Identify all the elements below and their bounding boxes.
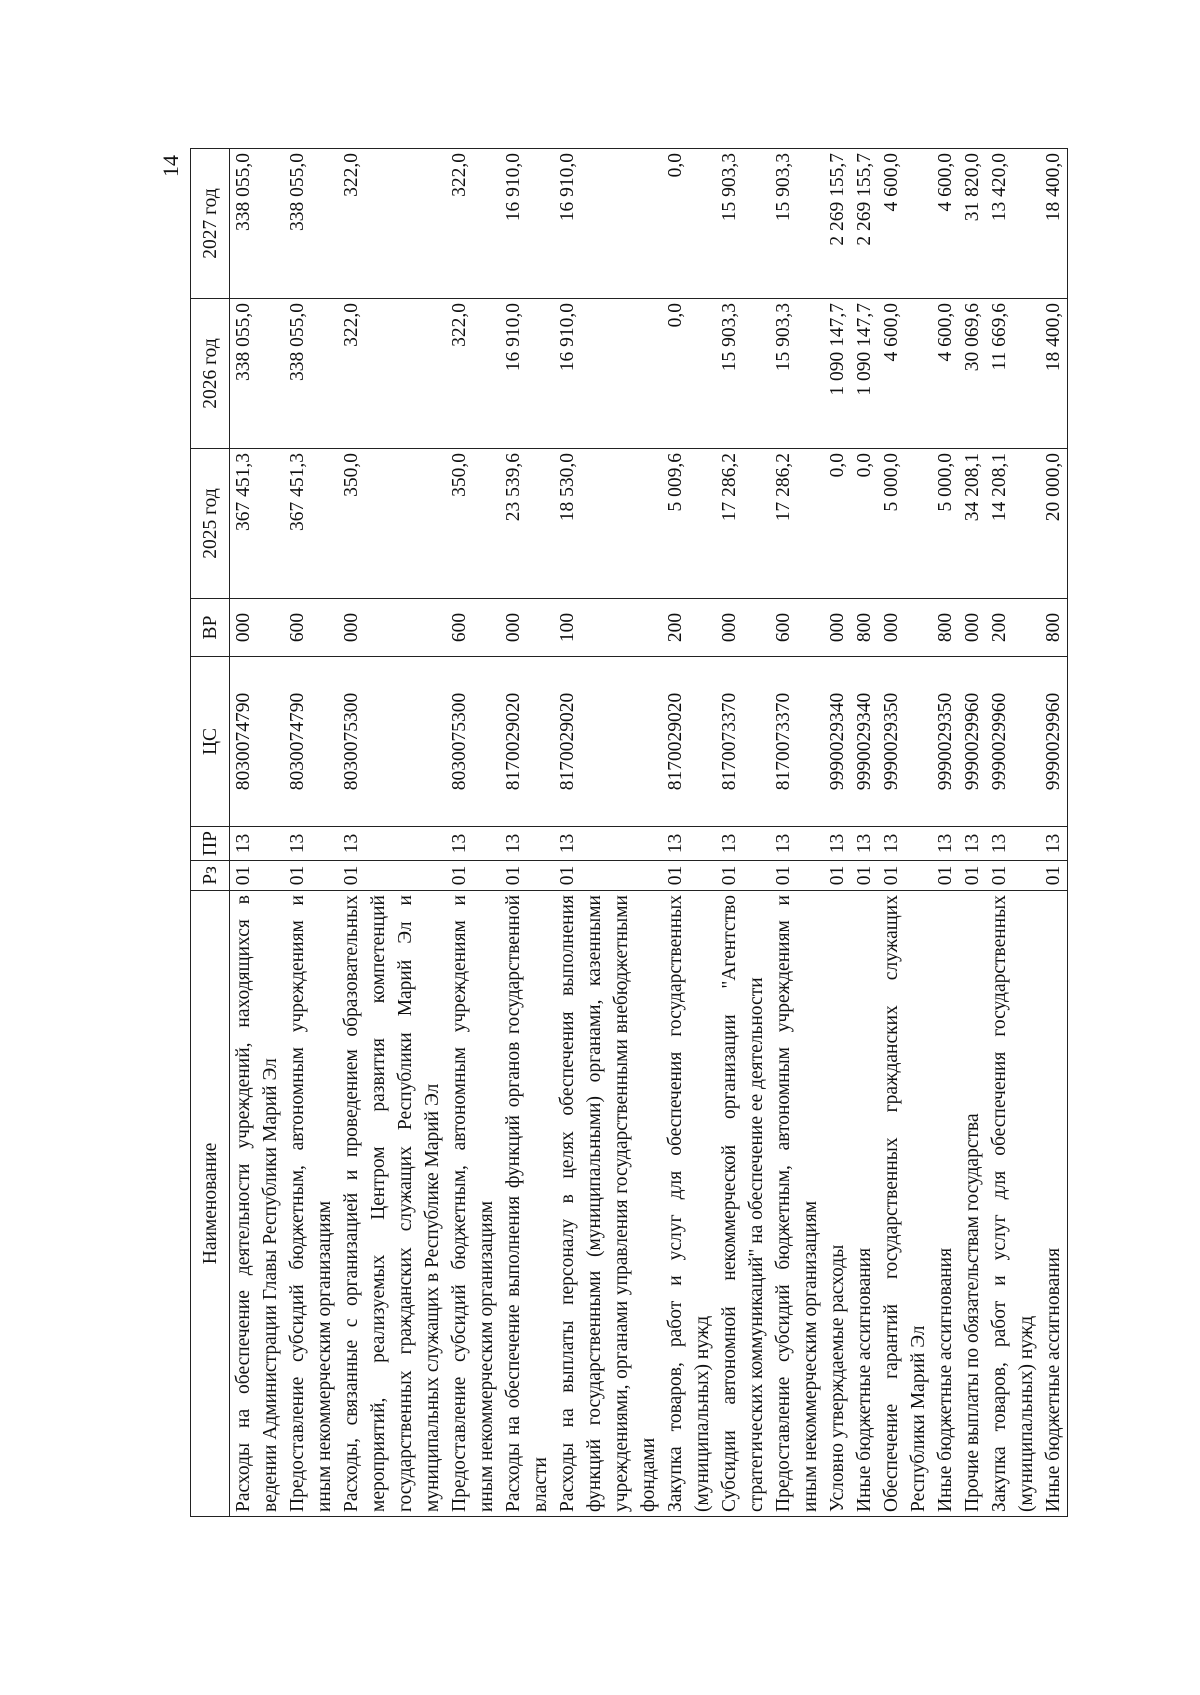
cell-rz: 01 xyxy=(554,861,662,891)
cell-2025: 18 530,0 xyxy=(554,449,662,599)
cell-2025: 17 286,2 xyxy=(770,449,824,599)
cell-name: Предоставление субсидий бюджетным, автономным учреждениям и иным некоммерческим организациям xyxy=(770,891,824,1517)
cell-rz: 01 xyxy=(1040,861,1068,891)
cell-2026: 4 600,0 xyxy=(878,299,932,449)
cell-2025: 23 539,6 xyxy=(500,449,554,599)
cell-2025: 350,0 xyxy=(446,449,500,599)
cell-2025: 34 208,1 xyxy=(959,449,986,599)
cell-2025: 367 451,3 xyxy=(284,449,338,599)
table-row xyxy=(662,149,716,1517)
table-row xyxy=(986,149,1040,1517)
cell-2027: 15 903,3 xyxy=(770,149,824,299)
cell-pr: 13 xyxy=(554,827,662,861)
cell-name: Расходы, связанные с организацией и проведением образовательных мероприятий, реализуемых Центром развития компетенций государственных гражданских служащих Республики Марий Эл и муниципальных служащих в Республике Марий Эл xyxy=(338,891,446,1517)
cell-name: Предоставление субсидий бюджетным, автономным учреждениям и иным некоммерческим организациям xyxy=(284,891,338,1517)
cell-2027: 0,0 xyxy=(662,149,716,299)
cell-vr: 800 xyxy=(932,599,959,657)
cell-pr: 13 xyxy=(662,827,716,861)
cell-rz: 01 xyxy=(851,861,878,891)
header-2025: 2025 год xyxy=(191,449,230,599)
table-row xyxy=(932,149,959,1517)
cell-cs: 9990029960 xyxy=(959,657,986,827)
cell-vr: 000 xyxy=(878,599,932,657)
table-row xyxy=(1040,149,1068,1517)
cell-pr: 13 xyxy=(338,827,446,861)
cell-2025: 20 000,0 xyxy=(1040,449,1068,599)
cell-pr: 13 xyxy=(959,827,986,861)
table-row xyxy=(446,149,500,1517)
cell-2026: 1 090 147,7 xyxy=(824,299,851,449)
cell-2027: 338 055,0 xyxy=(284,149,338,299)
cell-rz: 01 xyxy=(824,861,851,891)
table-row xyxy=(770,149,824,1517)
cell-2027: 322,0 xyxy=(446,149,500,299)
cell-2026: 15 903,3 xyxy=(716,299,770,449)
cell-2027: 16 910,0 xyxy=(554,149,662,299)
cell-cs: 9990029350 xyxy=(878,657,932,827)
header-2026: 2026 год xyxy=(191,299,230,449)
cell-2025: 5 000,0 xyxy=(932,449,959,599)
cell-2025: 0,0 xyxy=(824,449,851,599)
cell-cs: 8170073370 xyxy=(770,657,824,827)
cell-cs: 9990029340 xyxy=(851,657,878,827)
cell-pr: 13 xyxy=(878,827,932,861)
cell-cs: 8170029020 xyxy=(662,657,716,827)
budget-table xyxy=(190,148,1068,1517)
cell-2027: 4 600,0 xyxy=(878,149,932,299)
cell-rz: 01 xyxy=(959,861,986,891)
cell-2027: 2 269 155,7 xyxy=(824,149,851,299)
cell-2025: 17 286,2 xyxy=(716,449,770,599)
cell-cs: 8030075300 xyxy=(338,657,446,827)
header-rz: Рз xyxy=(191,861,230,891)
table-row xyxy=(959,149,986,1517)
cell-2026: 11 669,6 xyxy=(986,299,1040,449)
page-number: 14 xyxy=(158,155,183,177)
cell-name: Прочие выплаты по обязательствам государства xyxy=(959,891,986,1517)
cell-2027: 338 055,0 xyxy=(230,149,285,299)
cell-pr: 13 xyxy=(851,827,878,861)
cell-2026: 16 910,0 xyxy=(554,299,662,449)
table-row xyxy=(554,149,662,1517)
cell-2025: 5 000,0 xyxy=(878,449,932,599)
cell-2026: 18 400,0 xyxy=(1040,299,1068,449)
cell-vr: 600 xyxy=(446,599,500,657)
cell-2025: 367 451,3 xyxy=(230,449,285,599)
cell-cs: 9990029350 xyxy=(932,657,959,827)
cell-pr: 13 xyxy=(986,827,1040,861)
cell-2025: 5 009,6 xyxy=(662,449,716,599)
cell-pr: 13 xyxy=(1040,827,1068,861)
cell-name: Иные бюджетные ассигнования xyxy=(851,891,878,1517)
cell-2027: 31 820,0 xyxy=(959,149,986,299)
cell-rz: 01 xyxy=(230,861,285,891)
table-row xyxy=(500,149,554,1517)
cell-cs: 9990029340 xyxy=(824,657,851,827)
cell-cs: 8170073370 xyxy=(716,657,770,827)
table-row xyxy=(230,149,285,1517)
table-row xyxy=(716,149,770,1517)
cell-vr: 100 xyxy=(554,599,662,657)
cell-rz: 01 xyxy=(932,861,959,891)
cell-2026: 15 903,3 xyxy=(770,299,824,449)
cell-cs: 8030074790 xyxy=(230,657,285,827)
cell-pr: 13 xyxy=(500,827,554,861)
cell-2025: 14 208,1 xyxy=(986,449,1040,599)
cell-2026: 338 055,0 xyxy=(230,299,285,449)
cell-rz: 01 xyxy=(716,861,770,891)
cell-vr: 000 xyxy=(338,599,446,657)
cell-pr: 13 xyxy=(770,827,824,861)
header-vr: ВР xyxy=(191,599,230,657)
header-2027: 2027 год xyxy=(191,149,230,299)
cell-2025: 350,0 xyxy=(338,449,446,599)
table-header-row xyxy=(191,149,230,1517)
cell-name: Расходы на обеспечение деятельности учреждений, находящихся в ведении Администрации Главы Республики Марий Эл xyxy=(230,891,285,1517)
table-row xyxy=(851,149,878,1517)
cell-2027: 15 903,3 xyxy=(716,149,770,299)
cell-cs: 9990029960 xyxy=(1040,657,1068,827)
cell-2027: 2 269 155,7 xyxy=(851,149,878,299)
cell-name: Расходы на выплаты персоналу в целях обеспечения выполнения функций государственными (муниципальными) органами, казенными учреждениями, органами управления государственными внебюджетными фондами xyxy=(554,891,662,1517)
header-pr: ПР xyxy=(191,827,230,861)
cell-2026: 322,0 xyxy=(338,299,446,449)
table-row xyxy=(878,149,932,1517)
cell-2026: 322,0 xyxy=(446,299,500,449)
cell-pr: 13 xyxy=(284,827,338,861)
cell-vr: 600 xyxy=(770,599,824,657)
cell-pr: 13 xyxy=(446,827,500,861)
cell-name: Обеспечение гарантий государственных гражданских служащих Республики Марий Эл xyxy=(878,891,932,1517)
header-name: Наименование xyxy=(191,891,230,1517)
cell-vr: 800 xyxy=(851,599,878,657)
cell-2027: 16 910,0 xyxy=(500,149,554,299)
cell-vr: 000 xyxy=(716,599,770,657)
cell-vr: 000 xyxy=(959,599,986,657)
cell-2027: 18 400,0 xyxy=(1040,149,1068,299)
cell-vr: 200 xyxy=(662,599,716,657)
cell-2026: 16 910,0 xyxy=(500,299,554,449)
cell-2026: 4 600,0 xyxy=(932,299,959,449)
header-cs: ЦС xyxy=(191,657,230,827)
cell-name: Иные бюджетные ассигнования xyxy=(1040,891,1068,1517)
cell-pr: 13 xyxy=(824,827,851,861)
cell-pr: 13 xyxy=(932,827,959,861)
cell-vr: 000 xyxy=(230,599,285,657)
cell-name: Закупка товаров, работ и услуг для обеспечения государственных (муниципальных) нужд xyxy=(986,891,1040,1517)
cell-cs: 8170029020 xyxy=(500,657,554,827)
cell-name: Расходы на обеспечение выполнения функций органов государственной власти xyxy=(500,891,554,1517)
cell-2026: 0,0 xyxy=(662,299,716,449)
cell-2027: 4 600,0 xyxy=(932,149,959,299)
cell-name: Условно утверждаемые расходы xyxy=(824,891,851,1517)
cell-vr: 800 xyxy=(1040,599,1068,657)
table-row xyxy=(284,149,338,1517)
cell-2025: 0,0 xyxy=(851,449,878,599)
cell-cs: 8170029020 xyxy=(554,657,662,827)
table-row xyxy=(824,149,851,1517)
cell-vr: 600 xyxy=(284,599,338,657)
table-row xyxy=(338,149,446,1517)
cell-vr: 000 xyxy=(500,599,554,657)
cell-2026: 1 090 147,7 xyxy=(851,299,878,449)
cell-pr: 13 xyxy=(230,827,285,861)
cell-rz: 01 xyxy=(878,861,932,891)
cell-cs: 9990029960 xyxy=(986,657,1040,827)
cell-rz: 01 xyxy=(446,861,500,891)
cell-2026: 30 069,6 xyxy=(959,299,986,449)
cell-name: Иные бюджетные ассигнования xyxy=(932,891,959,1517)
cell-name: Предоставление субсидий бюджетным, автономным учреждениям и иным некоммерческим организациям xyxy=(446,891,500,1517)
cell-rz: 01 xyxy=(500,861,554,891)
cell-2026: 338 055,0 xyxy=(284,299,338,449)
cell-rz: 01 xyxy=(284,861,338,891)
cell-rz: 01 xyxy=(770,861,824,891)
cell-rz: 01 xyxy=(338,861,446,891)
cell-name: Субсидии автономной некоммерческой организации "Агентство стратегических коммуникаций" на обеспечение ее деятельности xyxy=(716,891,770,1517)
cell-pr: 13 xyxy=(716,827,770,861)
cell-vr: 000 xyxy=(824,599,851,657)
cell-vr: 200 xyxy=(986,599,1040,657)
cell-cs: 8030075300 xyxy=(446,657,500,827)
cell-2027: 13 420,0 xyxy=(986,149,1040,299)
cell-cs: 8030074790 xyxy=(284,657,338,827)
cell-2027: 322,0 xyxy=(338,149,446,299)
table-body xyxy=(230,149,1068,1517)
cell-rz: 01 xyxy=(662,861,716,891)
cell-name: Закупка товаров, работ и услуг для обеспечения государственных (муниципальных) нужд xyxy=(662,891,716,1517)
rotated-page xyxy=(158,149,1064,1517)
cell-rz: 01 xyxy=(986,861,1040,891)
